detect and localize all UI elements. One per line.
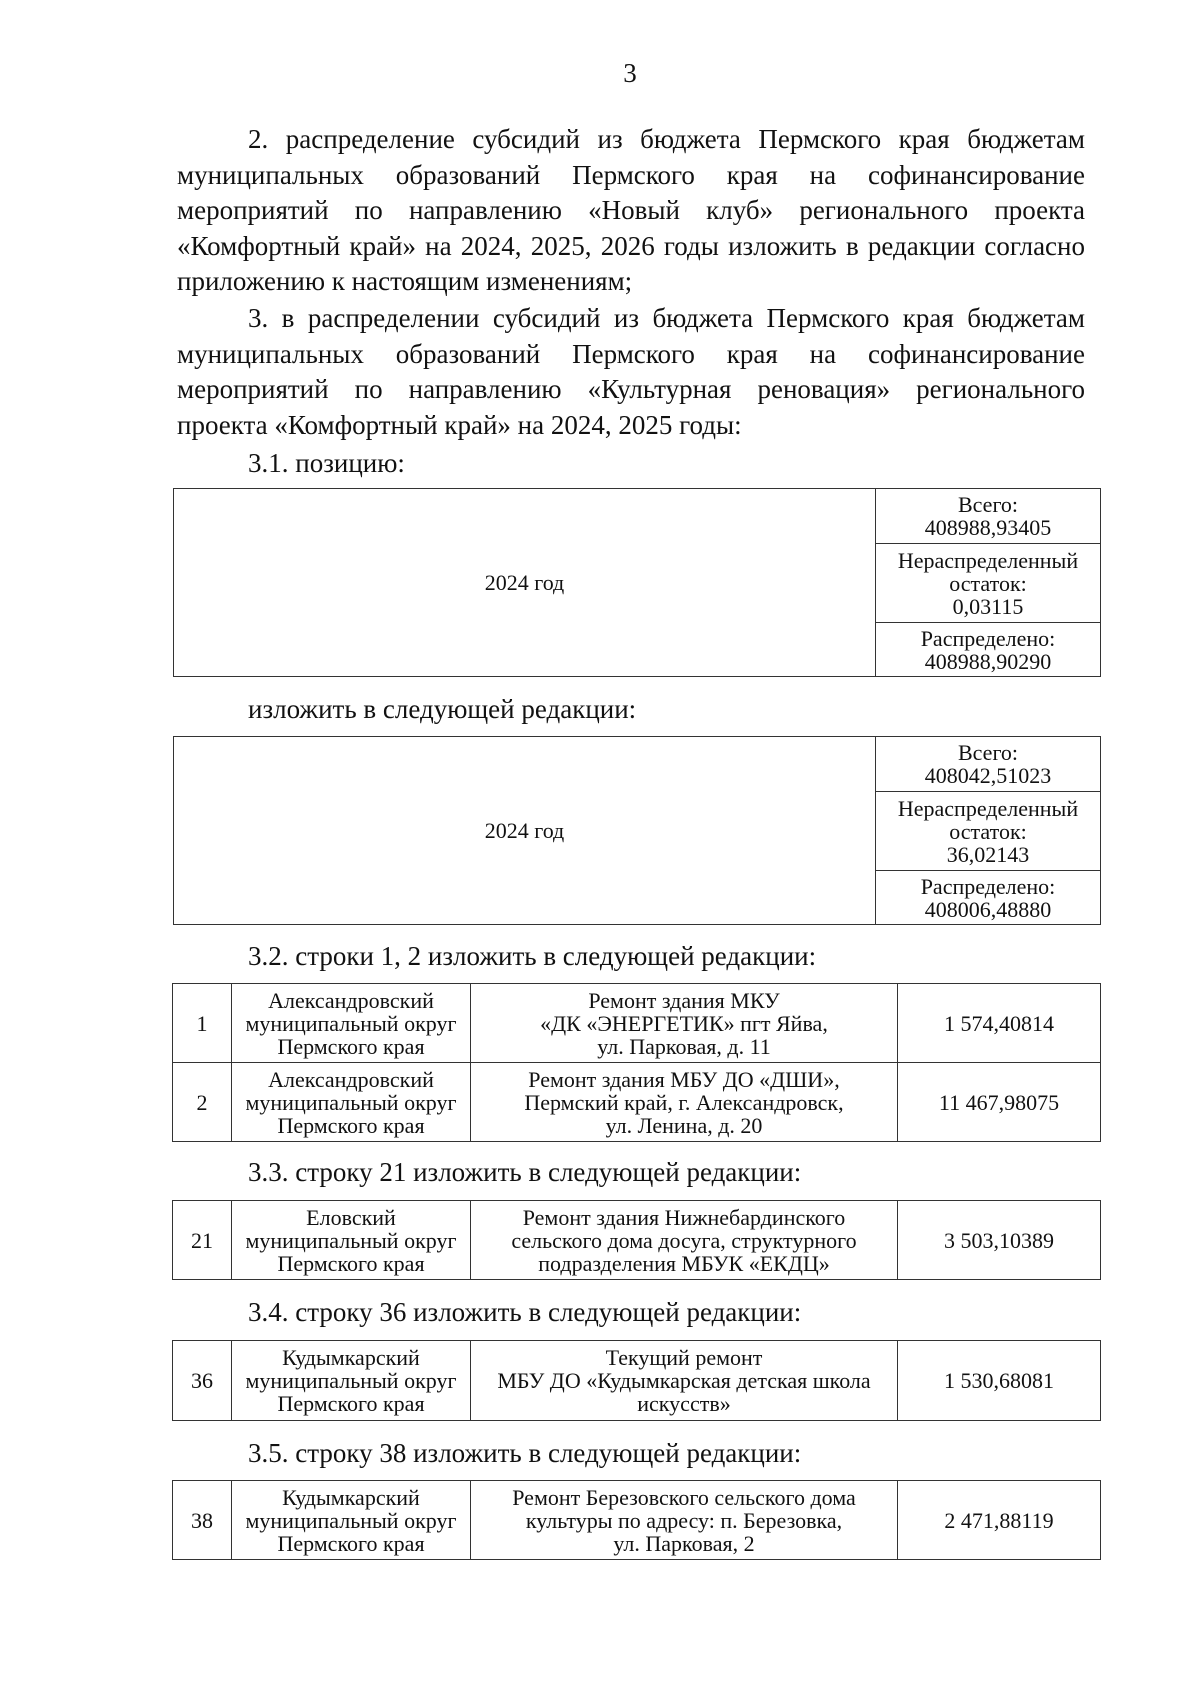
object-cell [471,1481,898,1560]
municipality-line: муниципальный округ [245,1010,457,1036]
page-number: 3 [623,58,637,88]
row-36-table [172,1340,1101,1421]
distributed-label: Распределено: [920,625,1056,651]
object-line: «ДК «ЭНЕРГЕТИК» пгт Яйва, [540,1010,828,1036]
municipality-line: муниципальный округ [245,1507,457,1533]
object-line: ул. Парковая, 2 [613,1530,755,1556]
paragraph-3-4: 3.4. строку 36 изложить в следующей редакции: [248,1297,802,1327]
position-new-distributed [876,871,1101,925]
object-line: Ремонт Березовского сельского дома [512,1484,856,1510]
object-line: Текущий ремонт [605,1345,763,1370]
distributed-value: 408006,48880 [924,896,1052,922]
municipality-line: Пермского края [277,1250,425,1276]
municipality-line: муниципальный округ [245,1227,457,1253]
total-value: 408988,93405 [924,515,1052,540]
row-number: 2 [173,1063,232,1142]
object-cell [471,1201,898,1280]
object-line: сельского дома досуга, структурного [511,1227,857,1253]
remainder-label: Нераспределенный [897,795,1079,821]
paragraph-2: 2. распределение субсидий из бюджета Пермского края бюджетам муниципальных образований Пермского края на софинансирование мероприятий по направлению «Новый клуб» регионального проекта «Комфортный край» на 2024, 2025, 2026 годы изложить в редакции согласно приложению к настоящим изменениям; [177,124,1085,296]
object-line: Ремонт здания МКУ [588,987,780,1013]
municipality-cell [232,1481,471,1560]
row-number: 38 [173,1481,232,1560]
object-cell [471,1341,898,1421]
row-number: 36 [173,1341,232,1421]
remainder-value: 0,03115 [952,593,1024,619]
paragraph-3-3: 3.3. строку 21 изложить в следующей редакции: [248,1157,802,1187]
object-line: культуры по адресу: п. Березовка, [525,1507,843,1533]
paragraph-3-1: 3.1. позицию: [248,448,405,478]
position-old-distributed [876,623,1101,677]
municipality-line: Пермского края [277,1112,425,1138]
amount-cell: 2 471,88119 [898,1481,1101,1560]
row-38-table [172,1480,1101,1560]
object-line: Пермский край, г. Александровск, [524,1089,844,1115]
position-old-year: 2024 год [174,489,876,677]
paragraph-3-2: 3.2. строки 1, 2 изложить в следующей редакции: [248,941,817,971]
municipality-line: муниципальный округ [245,1368,457,1393]
object-line: подразделения МБУК «ЕКДЦ» [538,1250,830,1276]
amount-cell: 11 467,98075 [898,1063,1101,1142]
municipality-line: Александровский [268,987,434,1013]
municipality-cell [232,1201,471,1280]
amount-cell: 1 530,68081 [898,1341,1101,1421]
paragraph-3: 3. в распределении субсидий из бюджета Пермского края бюджетам муниципальных образований Пермского края на софинансирование мероприятий по направлению «Культурная реновация» регионального проекта «Комфортный край» на 2024, 2025 годы: [177,303,1085,440]
table-row [173,1201,1101,1280]
distributed-value: 408988,90290 [924,648,1052,674]
position-new-remainder [876,792,1101,871]
table-row [173,1063,1101,1142]
position-old-table [173,488,1101,677]
amount-cell: 1 574,40814 [898,984,1101,1063]
row-number: 21 [173,1201,232,1280]
remainder-label: Нераспределенный [897,547,1079,573]
municipality-cell [232,984,471,1063]
paragraph-3-5: 3.5. строку 38 изложить в следующей редакции: [248,1438,802,1468]
table-row [173,1481,1101,1560]
position-new-year: 2024 год [174,737,876,925]
municipality-line: Пермского края [277,1530,425,1556]
position-new-total [876,737,1101,792]
total-label: Всего: [957,740,1019,765]
object-line: МБУ ДО «Кудымкарская детская школа [497,1368,871,1393]
municipality-line: Пермского края [277,1391,425,1416]
table-row [173,1341,1101,1421]
remainder-label: остаток: [949,818,1027,844]
municipality-line: Кудымкарский [282,1345,420,1370]
object-line: искусств» [637,1391,731,1416]
object-cell [471,984,898,1063]
rows-1-2-table [172,983,1101,1142]
total-label: Всего: [957,492,1019,517]
object-cell [471,1063,898,1142]
municipality-line: Александровский [268,1066,434,1092]
object-line: Ремонт здания Нижнебардинского [522,1204,846,1230]
remainder-label: остаток: [949,570,1027,596]
position-new-table [173,736,1101,925]
position-old-total [876,489,1101,544]
row-21-table [172,1200,1101,1280]
row-number: 1 [173,984,232,1063]
municipality-line: Пермского края [277,1033,425,1059]
object-line: ул. Ленина, д. 20 [605,1112,763,1138]
object-line: ул. Парковая, д. 11 [597,1033,771,1059]
municipality-line: Еловский [306,1204,396,1230]
table-row [173,984,1101,1063]
amount-cell: 3 503,10389 [898,1201,1101,1280]
position-old-remainder [876,544,1101,623]
new-edition-label: изложить в следующей редакции: [248,694,637,724]
remainder-value: 36,02143 [946,841,1030,867]
object-line: Ремонт здания МБУ ДО «ДШИ», [528,1066,840,1092]
municipality-line: Кудымкарский [282,1484,420,1510]
distributed-label: Распределено: [920,873,1056,899]
municipality-cell [232,1063,471,1142]
municipality-cell [232,1341,471,1421]
total-value: 408042,51023 [924,763,1052,788]
municipality-line: муниципальный округ [245,1089,457,1115]
